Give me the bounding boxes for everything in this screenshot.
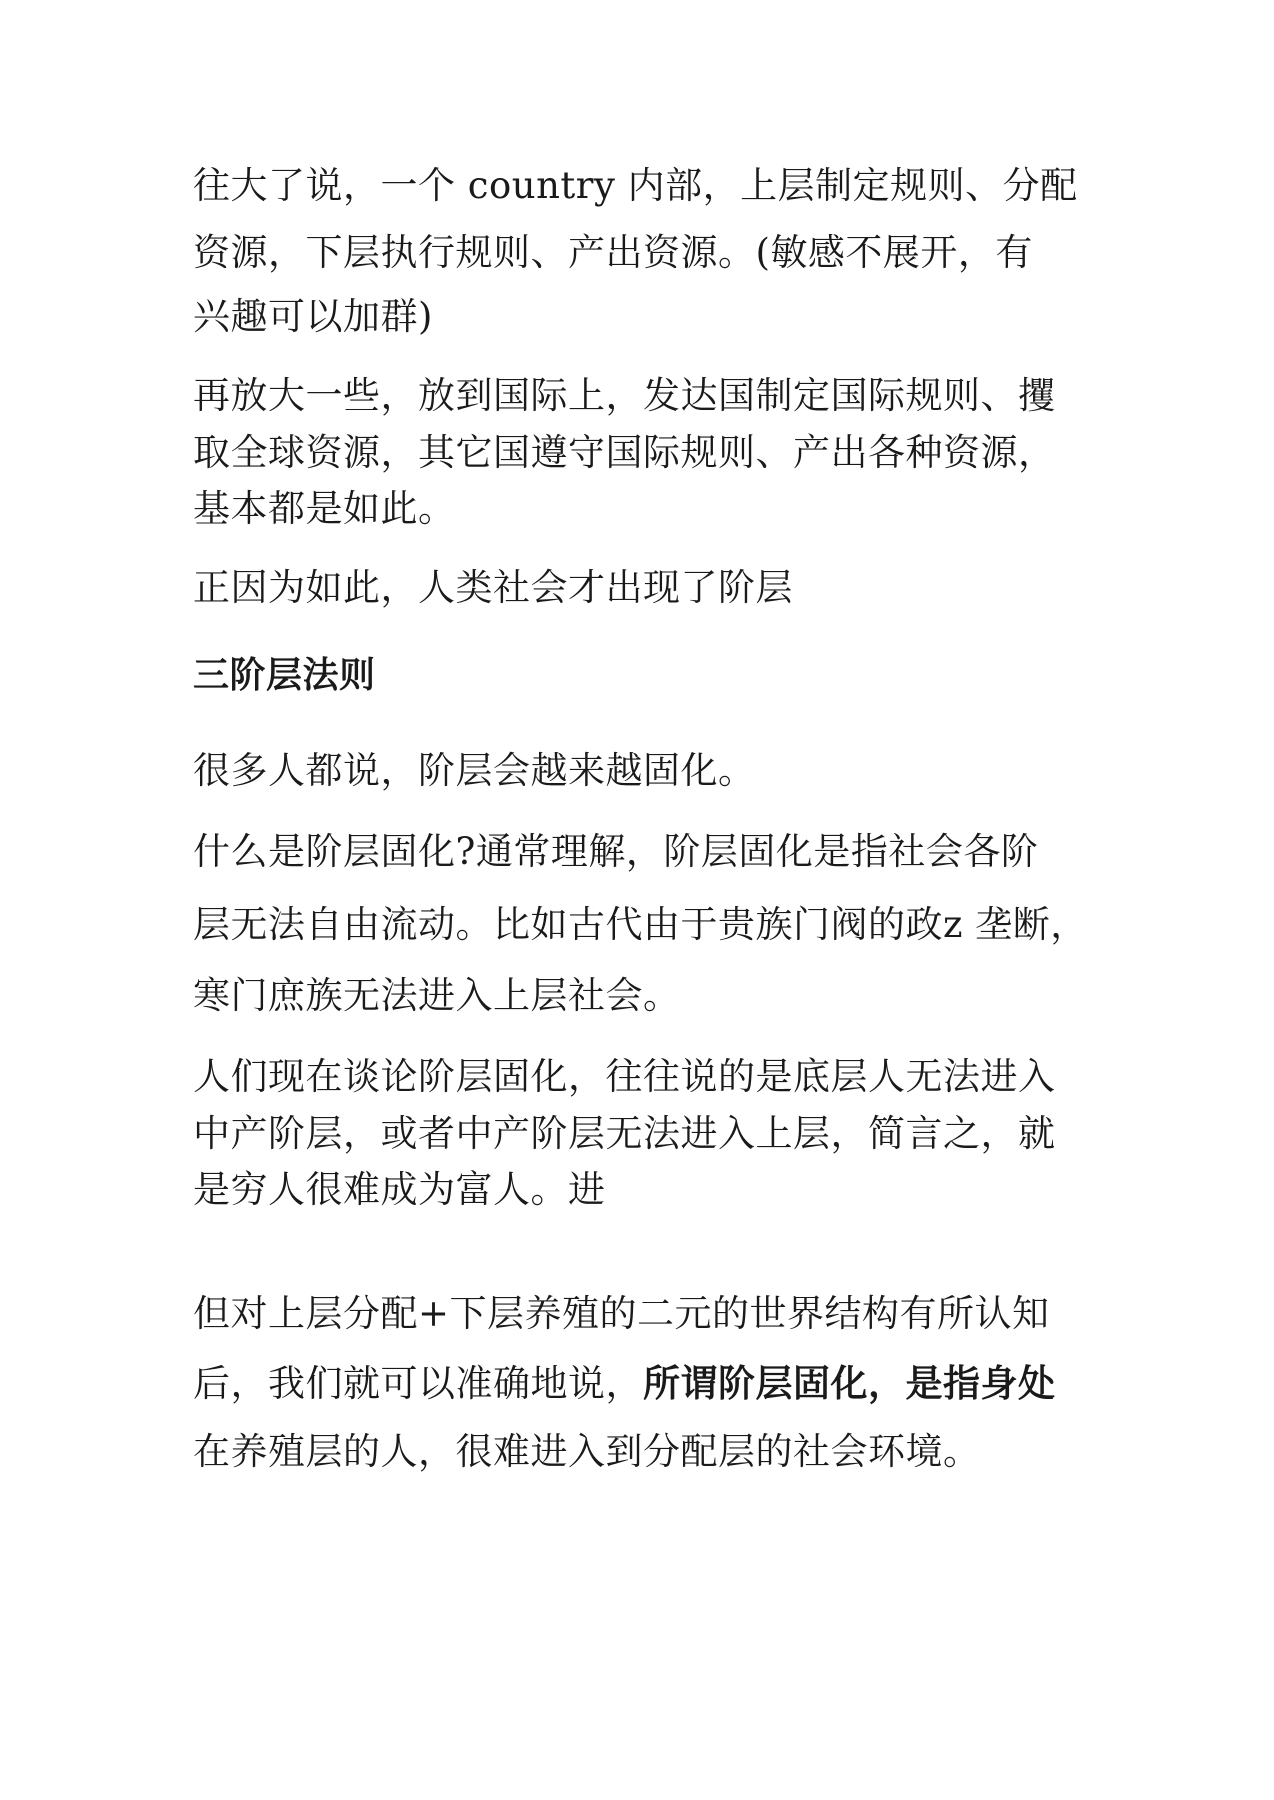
paragraph-2-line-2: 取全球资源，其它国遵守国际规则、产出各种资源，	[193, 431, 1056, 474]
paragraph-4-line-1: 很多人都说，阶层会越来越固化。	[193, 749, 756, 792]
paragraph-6-line-2: 中产阶层，或者中产阶层无法进入上层，简言之，就	[193, 1112, 1056, 1155]
paragraph-5-line-2: 层无法自由流动。比如古代由于贵族门阀的政z 垄断，	[193, 903, 1088, 946]
paragraph-6-line-3: 是穷人很难成为富人。进	[193, 1168, 606, 1211]
paragraph-7-line-3: 在养殖层的人，很难进入到分配层的社会环境。	[193, 1430, 981, 1473]
paragraph-2-line-1: 再放大一些，放到国际上，发达国制定国际规则、攫	[193, 374, 1056, 417]
paragraph-7-line-2	[193, 1358, 1056, 1410]
paragraph-1-line-1: 往大了说，一个 country 内部，上层制定规则、分配	[193, 164, 1078, 207]
paragraph-6-line-1: 人们现在谈论阶层固化，往往说的是底层人无法进入	[193, 1055, 1056, 1098]
paragraph-3-line-1: 正因为如此，人类社会才出现了阶层	[193, 566, 793, 609]
paragraph-7-line-2-emphasis: 所谓阶层固化，是指身处	[643, 1362, 1056, 1405]
paragraph-7-line-2-normal: 后，我们就可以准确地说，	[193, 1362, 643, 1405]
section-heading: 三阶层法则	[193, 655, 376, 696]
paragraph-5-line-1: 什么是阶层固化?通常理解，阶层固化是指社会各阶	[193, 830, 1039, 873]
paragraph-2-line-3: 基本都是如此。	[193, 487, 456, 530]
paragraph-5-line-3: 寒门庶族无法进入上层社会。	[193, 974, 681, 1017]
paragraph-1-line-2: 资源，下层执行规则、产出资源。(敏感不展开，有	[193, 231, 1033, 274]
paragraph-7-line-1: 但对上层分配+下层养殖的二元的世界结构有所认知	[193, 1292, 1050, 1335]
paragraph-1-line-3: 兴趣可以加群)	[193, 295, 433, 338]
